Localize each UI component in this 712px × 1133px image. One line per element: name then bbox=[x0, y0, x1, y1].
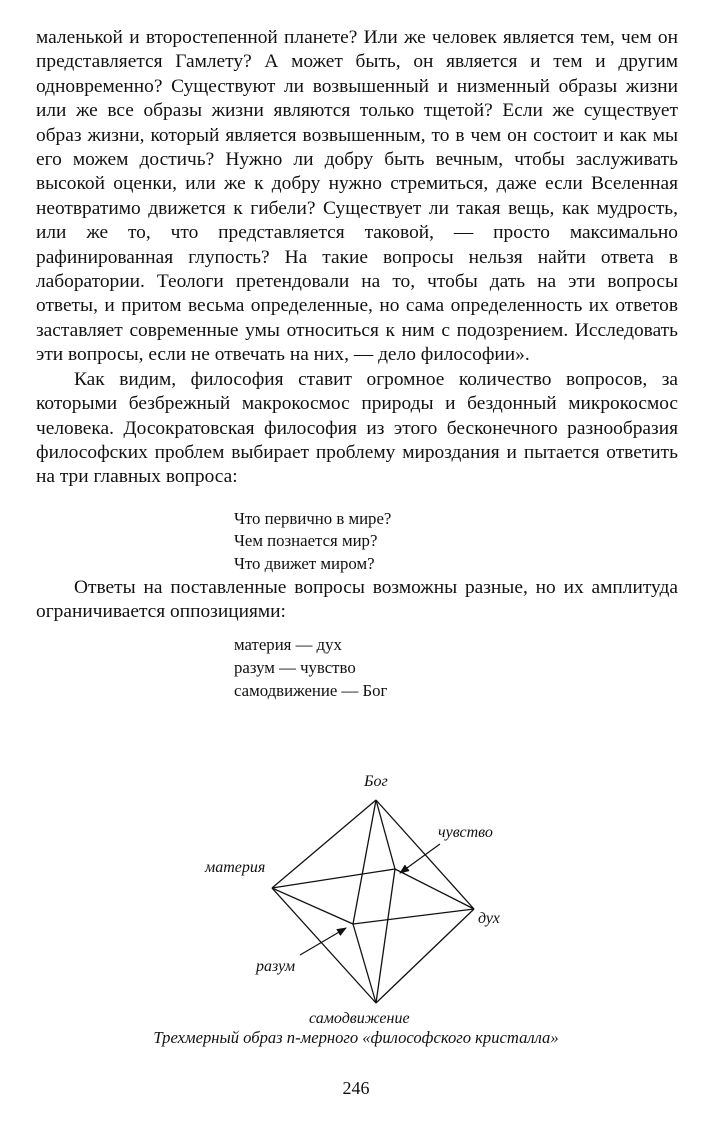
edge-line bbox=[272, 888, 353, 924]
opposition-item: разум — чувство bbox=[234, 657, 356, 677]
question-item: Чем познается мир? bbox=[234, 531, 378, 551]
edge-line bbox=[395, 869, 474, 909]
paragraph-2: Как видим, философия ставит огромное количество вопросов, за которыми безбрежный макрокосмос природы и бездонный микрокосмос человека. Досократовская философия из этого бесконечного разнообразия философских проблем выбирает проблему мироздания и пытается ответить на три главных вопроса: bbox=[36, 368, 678, 488]
label-chuvstvo: чувство bbox=[438, 824, 493, 841]
label-dukh: дух bbox=[478, 910, 500, 927]
label-bog: Бог bbox=[364, 773, 388, 790]
question-item: Что движет миром? bbox=[234, 553, 375, 573]
edge-line bbox=[353, 909, 474, 924]
paragraph-1: маленькой и второстепенной планете? Или же человек является тем, чем он представляется Гамлету? А может быть, он является и тем и другим одновременно? Существуют ли возвышенный и низменный образы жизни или же все образы жизни являются только тщетой? Если же существует образ жизни, который является возвышенным, то в чем он состоит и как мы его можем достичь? Нужно ли добру быть вечным, чтобы заслуживать высокой оценки, или же к добру нужно стремиться, даже если Вселенная неотвратимо движется к гибели? Существует ли такая вещь, как мудрость, или же то, что представляется таковой, — просто максимально рафинированная глупость? На такие вопросы нельзя найти ответа в лаборатории. Теологи претендовали на то, чтобы дать на эти вопросы ответы, и притом весьма определенные, но сама определенность их ответов заставляет современные умы относиться к ним с подозрением. Исследовать эти вопросы, если не отвечать на них, — дело философии». bbox=[36, 27, 678, 366]
figure-caption: Трехмерный образ n-мерного «философского кристалла» bbox=[153, 1028, 559, 1047]
label-samodvizhenie: самодвижение bbox=[309, 1010, 410, 1027]
label-razum: разум bbox=[256, 958, 296, 975]
question-item: Что первично в мире? bbox=[234, 508, 392, 528]
edge-line bbox=[376, 909, 474, 1003]
opposition-item: материя — дух bbox=[234, 635, 342, 655]
arrow-razum bbox=[300, 928, 346, 955]
page-number: 246 bbox=[342, 1078, 370, 1098]
edge-line bbox=[272, 888, 376, 1003]
paragraph-3: Ответы на поставленные вопросы возможны разные, но их амплитуда ограничивается оппозициями: bbox=[36, 576, 678, 622]
edge-line bbox=[353, 800, 376, 924]
opposition-item: самодвижение — Бог bbox=[234, 680, 388, 700]
edge-line bbox=[376, 869, 395, 1003]
label-materiya: материя bbox=[205, 859, 266, 876]
